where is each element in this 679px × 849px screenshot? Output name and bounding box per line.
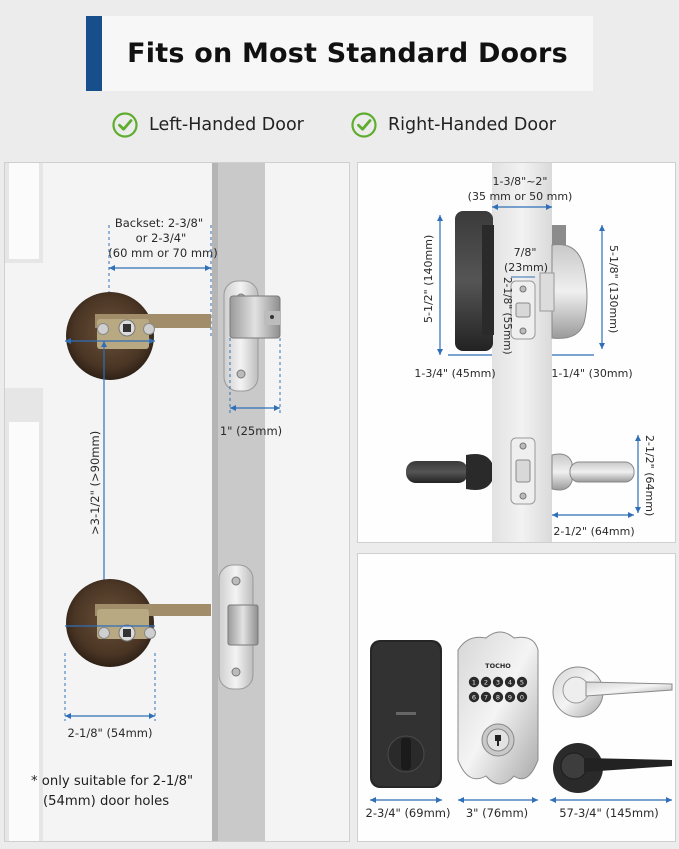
keypad-key-label: 4 — [507, 678, 513, 687]
latch-face-label-1: 7/8" — [513, 246, 537, 259]
hole-size-note — [31, 772, 193, 812]
hole-spacing-label: >3-1/2" (>90mm) — [88, 430, 102, 535]
lever-length-label: 2-1/2" (64mm) — [553, 525, 635, 538]
exterior-lever-side — [406, 461, 468, 483]
left-handed-label: Left-Handed Door — [149, 115, 304, 135]
keypad-key-label: 9 — [507, 693, 513, 702]
side-view-diagram — [358, 163, 676, 543]
note-line-1: * only suitable for 2-1/8" — [31, 774, 194, 789]
lever-height-label: 2-1/2" (64mm) — [643, 435, 656, 517]
keypad-key-label: 6 — [471, 693, 477, 702]
backset-label-1: Backset: 2-3/8" — [114, 216, 204, 230]
left-handed-item — [112, 110, 304, 140]
deadbolt-width-label: 2-3/4" (69mm) — [365, 806, 451, 820]
door-prep-panel — [4, 162, 350, 842]
accent-bar — [86, 16, 102, 91]
thickness-label-1: 1-3/8"~2" — [492, 175, 548, 188]
lever-width-label: 57-3/4" (145mm) — [559, 806, 659, 820]
keypad-unit — [458, 632, 538, 784]
front-depth-label: 1-3/4" (45mm) — [414, 367, 496, 380]
keypad-key-label: 1 — [471, 678, 477, 687]
product-width-panel — [357, 553, 676, 842]
hole-diameter-label: 2-1/8" (54mm) — [67, 726, 153, 740]
latch-height-label: 2-1/8" (55mm) — [501, 277, 513, 355]
product-front-diagram — [358, 554, 676, 842]
thickness-label-2: (35 mm or 50 mm) — [467, 190, 573, 203]
latch-width-label: 1" (25mm) — [219, 424, 283, 438]
front-height-label: 5-1/2" (140mm) — [422, 234, 435, 323]
title-banner — [86, 16, 593, 91]
keypad-key-label: 7 — [483, 693, 489, 702]
page-title: Fits on Most Standard Doors — [127, 38, 568, 69]
keypad-key-label: 3 — [495, 678, 501, 687]
keypad-width-label: 3" (76mm) — [465, 806, 529, 820]
backset-label-3: (60 mm or 70 mm) — [108, 246, 218, 260]
right-handed-item — [351, 110, 556, 140]
check-circle-icon — [112, 112, 138, 138]
keypad-key-label: 8 — [495, 693, 501, 702]
check-circle-icon — [351, 112, 377, 138]
door-prep-diagram — [5, 163, 350, 842]
interior-lever-side — [570, 462, 634, 482]
latch-face-label-2: (23mm) — [503, 261, 549, 274]
right-handed-label: Right-Handed Door — [388, 115, 557, 135]
back-depth-label: 1-1/4" (30mm) — [551, 367, 633, 380]
keypad-key-label: 0 — [519, 693, 525, 702]
keypad-key-label: 5 — [519, 678, 525, 687]
keypad-key-label: 2 — [483, 678, 489, 687]
note-line-2: (54mm) door holes — [43, 794, 170, 809]
back-height-label: 5-1/8" (130mm) — [607, 245, 620, 334]
side-view-panel — [357, 162, 676, 543]
brand-label: TOCHO — [485, 662, 511, 670]
thumbturn-icon — [401, 738, 411, 770]
door-edge — [212, 163, 265, 842]
backset-label-2: or 2-3/4" — [135, 231, 187, 245]
